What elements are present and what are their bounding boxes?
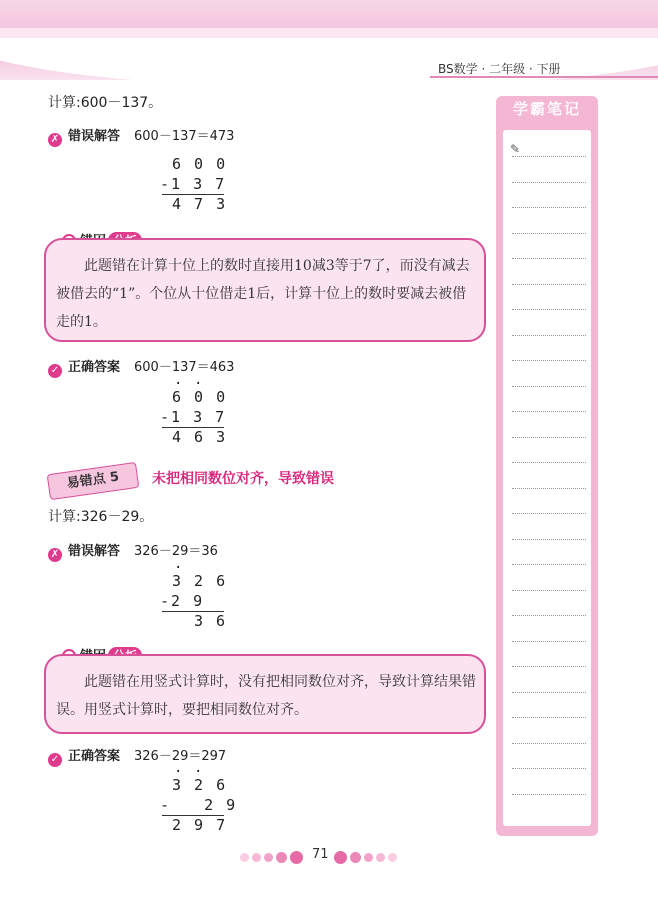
note-line [512,641,586,642]
note-line [512,411,586,412]
problem2-wrong-row [48,540,218,562]
footer-dot [376,853,385,862]
calc-row-minuend: 6 0 0 [172,388,228,406]
calc-row-result: 4 7 3 [172,195,228,213]
calc-row-subtrahend: - 2 9 [160,796,238,814]
note-line [512,462,586,463]
footer-dot [276,852,287,863]
correct-equation: 600－137＝463 [134,360,235,375]
problem1-right-vertical-calc [150,376,240,448]
note-line [512,488,586,489]
note-line [512,794,586,795]
calc-row-result: 4 6 3 [172,428,228,446]
wrong-equation: 326－29＝36 [134,544,218,559]
note-line [512,182,586,183]
footer-dot [240,853,249,862]
problem2-right-vertical-calc [150,764,240,836]
note-line [512,615,586,616]
note-line [512,309,586,310]
footer-dot [252,853,261,862]
wrong-answer-icon: ✗ [48,133,62,147]
note-line [512,768,586,769]
footer-dot [334,851,347,864]
borrow-dot: · [194,376,203,392]
note-line [512,284,586,285]
note-line [512,717,586,718]
note-line [512,360,586,361]
note-line [512,692,586,693]
footer-dot [388,853,397,862]
calc-row-subtrahend: -2 9 [160,592,205,610]
correct-answer-icon: ✓ [48,364,62,378]
calc-row-minuend: 3 2 6 [172,776,228,794]
problem1-wrong-vertical-calc [150,155,240,215]
borrow-dot: · [174,560,183,576]
note-line [512,437,586,438]
problem2-cause-text: 此题错在用竖式计算时，没有把相同数位对齐，导致计算结果错误。用竖式计算时，要把相同数位对齐。 [56,674,476,718]
footer-dot [264,853,273,862]
borrow-dot: · [174,764,183,780]
problem1-wrong-row [48,125,234,147]
notes-title: 学霸笔记 [512,100,581,118]
footer-dot [290,851,303,864]
wrong-answer-label: 错误解答 [68,129,121,144]
problem2-wrong-vertical-calc [150,560,240,632]
page-number: 71 [312,847,329,862]
pitfall-title: 未把相同数位对齐，导致错误 [152,471,334,487]
header-divider [430,76,658,78]
correct-answer-label: 正确答案 [68,749,121,764]
book-tag: BS数学 · 二年级 · 下册 [438,62,561,76]
note-line [512,539,586,540]
note-line [512,386,586,387]
problem2-cause-box [44,654,486,734]
calc-row-result: 3 6 [194,612,228,630]
note-line [512,156,586,157]
calc-row-result: 2 9 7 [172,816,228,834]
pencil-icon: ✎ [510,142,521,156]
problem2-question: 计算:326－29。 [48,509,154,525]
note-line [512,207,586,208]
footer-dot [364,853,373,862]
problem1-question: 计算:600－137。 [48,95,163,111]
note-line [512,258,586,259]
wrong-equation: 600－137＝473 [134,129,235,144]
note-line [512,590,586,591]
correct-answer-label: 正确答案 [68,360,121,375]
calc-row-minuend: 3 2 6 [172,572,228,590]
problem1-cause-box [44,238,486,342]
correct-equation: 326－29＝297 [134,749,227,764]
footer-dot [350,852,361,863]
calc-row-subtrahend: -1 3 7 [160,408,227,426]
calc-row-subtrahend: -1 3 7 [160,175,227,193]
problem1-cause-text: 此题错在计算十位上的数时直接用10减3等于7了，而没有减去被借去的“1”。个位从十位借走1后，计算十位上的数时要减去被借走的1。 [56,258,470,330]
note-line [512,513,586,514]
wrong-answer-icon: ✗ [48,548,62,562]
notes-writing-area[interactable] [503,130,591,826]
note-line [512,564,586,565]
wrong-answer-label: 错误解答 [68,544,121,559]
borrow-dot: · [174,376,183,392]
note-line [512,743,586,744]
note-line [512,666,586,667]
calc-row-minuend: 6 0 0 [172,155,228,173]
note-line [512,233,586,234]
note-line [512,335,586,336]
pitfall-badge: 易错点 5 [47,462,140,500]
borrow-dot: · [194,764,203,780]
problem1-right-row [48,356,234,378]
correct-answer-icon: ✓ [48,753,62,767]
